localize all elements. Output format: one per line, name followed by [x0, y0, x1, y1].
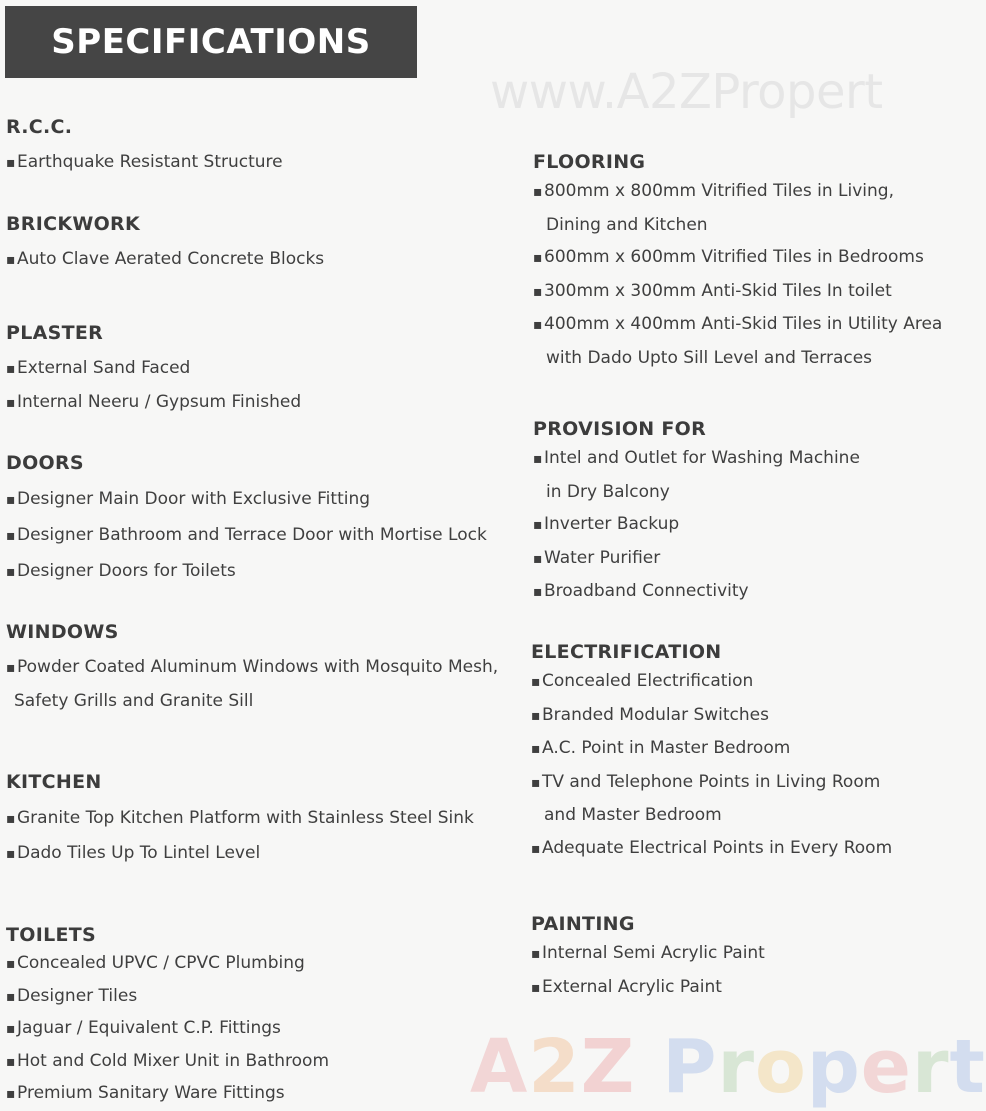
- bullet: ▪: [533, 584, 543, 600]
- bullet: ▪: [531, 707, 541, 724]
- list-item: [6, 836, 474, 871]
- section-painting: [531, 913, 765, 1004]
- list-item-continuation: Dining and Kitchen: [546, 214, 708, 235]
- section-title: PROVISION FOR: [533, 418, 707, 440]
- list-item: [6, 386, 301, 420]
- bullet: ▪: [533, 550, 543, 567]
- item-text: Internal Neeru / Gypsum Finished: [17, 391, 302, 412]
- item-text: Earthquake Resistant Structure: [17, 152, 283, 172]
- item-text: Designer Bathroom and Terrace Door with Mortise Lock: [17, 525, 487, 545]
- item-text: Designer Doors for Toilets: [17, 561, 236, 581]
- list-item: [6, 801, 474, 836]
- list-item-continuation: with Dado Upto Sill Level and Terraces: [546, 347, 873, 368]
- list-item: [533, 175, 942, 209]
- bullet: ▪: [6, 252, 16, 268]
- list-item: [6, 243, 324, 277]
- watermark-letter: Z: [580, 1024, 636, 1110]
- bullet: ▪: [6, 394, 16, 411]
- list-item: [6, 1078, 329, 1111]
- list-item: [531, 665, 892, 699]
- list-item: [6, 948, 329, 981]
- bullet: ▪: [6, 811, 16, 827]
- item-text: Auto Clave Aerated Concrete Blocks: [17, 249, 325, 269]
- watermark-letter: r: [717, 1024, 755, 1110]
- list-item: [531, 937, 765, 971]
- item-text: Designer Main Door with Exclusive Fitting: [17, 489, 371, 509]
- item-text: Broadband Connectivity: [544, 581, 749, 601]
- list-item: [6, 1046, 329, 1079]
- bullet: ▪: [6, 492, 16, 508]
- list-item: [6, 352, 301, 386]
- item-text: 600mm x 600mm Vitrified Tiles in Bedrooms: [544, 247, 924, 267]
- specifications-header: [5, 6, 417, 78]
- section-plaster: [6, 322, 301, 419]
- list-item: [531, 766, 892, 800]
- list-item: [6, 1013, 329, 1046]
- section-brickwork: [6, 213, 324, 277]
- list-item: [533, 308, 942, 342]
- watermark-letter: t: [949, 1024, 986, 1110]
- watermark-letter: e: [860, 1024, 912, 1110]
- section-flooring: [533, 151, 942, 374]
- list-item: [6, 146, 283, 180]
- list-item: [533, 241, 942, 275]
- section-title: ELECTRIFICATION: [531, 641, 722, 663]
- item-text: A.C. Point in Master Bedroom: [542, 738, 791, 758]
- bullet: ▪: [6, 361, 16, 377]
- section-title: R.C.C.: [6, 116, 73, 138]
- bullet: ▪: [531, 774, 541, 791]
- section-windows: [6, 621, 498, 718]
- bullet: ▪: [6, 1086, 16, 1102]
- list-item: [6, 981, 329, 1014]
- item-text: Concealed UPVC / CPVC Plumbing: [17, 953, 305, 973]
- section-title: KITCHEN: [6, 771, 102, 793]
- item-text: Intel and Outlet for Washing Machine: [544, 448, 860, 468]
- watermark-logo: [470, 1024, 986, 1110]
- item-text: Branded Modular Switches: [542, 704, 769, 725]
- list-item-continuation: Safety Grills and Granite Sill: [14, 691, 254, 711]
- bullet: ▪: [6, 956, 16, 972]
- list-item: [6, 651, 498, 685]
- section-title: FLOORING: [533, 151, 646, 173]
- watermark-letter: o: [754, 1024, 807, 1110]
- section-title: PLASTER: [6, 322, 104, 344]
- bullet: ▪: [6, 660, 16, 676]
- list-item: [533, 442, 860, 476]
- list-item: [531, 832, 892, 866]
- item-text: Premium Sanitary Ware Fittings: [17, 1083, 285, 1103]
- bullet: ▪: [6, 155, 16, 171]
- section-rcc: [6, 116, 283, 180]
- list-item: [533, 575, 860, 609]
- list-item: [6, 518, 487, 554]
- bullet: ▪: [533, 451, 543, 467]
- watermark-url: www.A2ZPropert: [490, 64, 883, 120]
- item-text: Dado Tiles Up To Lintel Level: [17, 843, 261, 863]
- bullet: ▪: [6, 1021, 16, 1037]
- bullet: ▪: [6, 564, 16, 580]
- list-item: [533, 542, 860, 576]
- bullet: ▪: [533, 184, 543, 200]
- item-text: Adequate Electrical Points in Every Room: [542, 837, 893, 858]
- section-kitchen: [6, 771, 474, 871]
- watermark-letter: [635, 1024, 662, 1110]
- item-text: External Sand Faced: [17, 358, 191, 378]
- bullet: ▪: [6, 846, 16, 862]
- page-title: SPECIFICATIONS: [51, 22, 371, 62]
- list-item: [531, 732, 892, 766]
- item-text: Designer Tiles: [17, 985, 138, 1006]
- item-text: Jaguar / Equivalent C.P. Fittings: [17, 1018, 281, 1038]
- list-item: [533, 275, 942, 309]
- bullet: ▪: [6, 1053, 16, 1070]
- watermark-letter: 2: [528, 1024, 581, 1110]
- section-title: TOILETS: [6, 924, 97, 946]
- bullet: ▪: [531, 674, 541, 690]
- bullet: ▪: [6, 988, 16, 1005]
- section-title: BRICKWORK: [6, 213, 141, 235]
- list-item: [531, 699, 892, 733]
- section-toilets: [6, 924, 329, 1111]
- list-item: [531, 971, 765, 1005]
- item-text: Hot and Cold Mixer Unit in Bathroom: [17, 1050, 330, 1071]
- watermark-letter: P: [662, 1024, 718, 1110]
- section-title: PAINTING: [531, 913, 635, 935]
- watermark-letter: r: [912, 1024, 950, 1110]
- item-text: External Acrylic Paint: [542, 976, 722, 997]
- bullet: ▪: [531, 979, 541, 996]
- section-doors: [6, 452, 487, 590]
- item-text: Powder Coated Aluminum Windows with Mosquito Mesh,: [17, 657, 499, 677]
- list-item: [6, 482, 487, 518]
- bullet: ▪: [531, 741, 541, 757]
- list-item: [533, 508, 860, 542]
- list-item: [6, 554, 487, 590]
- bullet: ▪: [531, 840, 541, 857]
- list-item-continuation: and Master Bedroom: [544, 805, 722, 825]
- watermark-letter: p: [806, 1024, 861, 1110]
- item-text: 400mm x 400mm Anti-Skid Tiles in Utility Area: [544, 314, 943, 334]
- watermark-letter: A: [470, 1024, 529, 1110]
- bullet: ▪: [533, 250, 543, 266]
- list-item-continuation: in Dry Balcony: [546, 481, 670, 502]
- item-text: Granite Top Kitchen Platform with Stainless Steel Sink: [17, 808, 474, 828]
- bullet: ▪: [531, 946, 541, 962]
- section-title: DOORS: [6, 452, 84, 474]
- item-text: Inverter Backup: [544, 514, 680, 534]
- bullet: ▪: [533, 517, 543, 533]
- bullet: ▪: [533, 317, 543, 333]
- item-text: Water Purifier: [544, 547, 661, 568]
- section-title: WINDOWS: [6, 621, 119, 643]
- bullet: ▪: [6, 528, 16, 544]
- item-text: Internal Semi Acrylic Paint: [542, 943, 765, 963]
- item-text: 800mm x 800mm Vitrified Tiles in Living,: [544, 181, 895, 201]
- bullet: ▪: [533, 283, 543, 300]
- section-provision-for: [533, 418, 860, 609]
- item-text: TV and Telephone Points in Living Room: [542, 771, 881, 792]
- item-text: Concealed Electrification: [542, 671, 754, 691]
- section-electrification: [531, 641, 892, 865]
- item-text: 300mm x 300mm Anti-Skid Tiles In toilet: [544, 280, 892, 301]
